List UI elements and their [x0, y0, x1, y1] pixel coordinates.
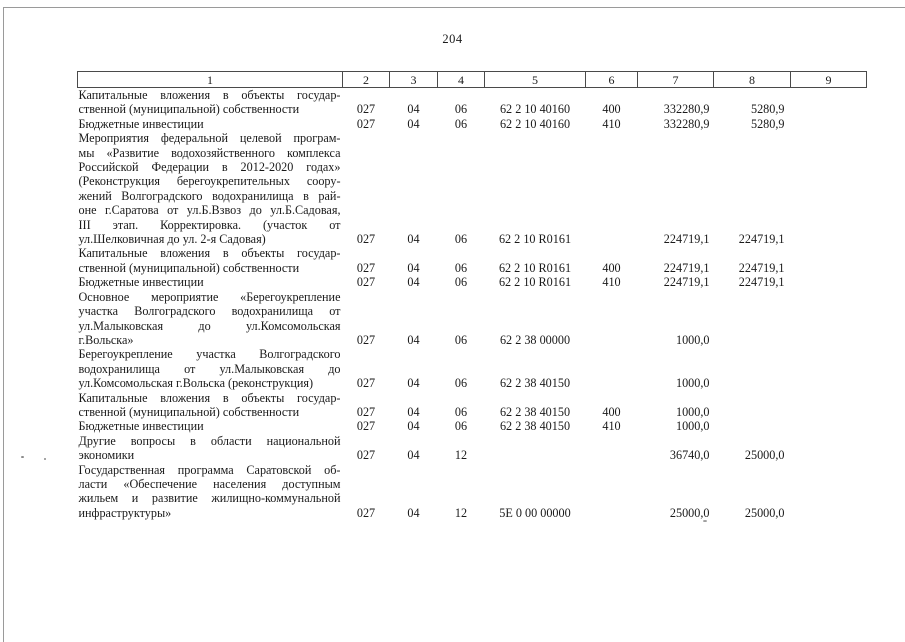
cell-col-9: [791, 88, 867, 117]
cell-col-2: 027: [356, 102, 376, 117]
row-label-line: Капитальные вложения в объекты государ-: [78, 390, 341, 405]
cell-col-5: 62 2 38 40150: [499, 404, 571, 419]
row-label-line: (Реконструкция берегоукрепительных соору-: [78, 174, 341, 189]
table-row: [78, 88, 867, 117]
header-cell-6: 6: [586, 72, 638, 88]
row-label-line: Основное мероприятие «Берегоукрепление: [78, 289, 341, 304]
cell-col-2: 027: [356, 275, 376, 290]
cell-col-8: 224719,1: [738, 232, 785, 247]
row-label: [78, 246, 343, 275]
cell-col-2: 027: [356, 404, 376, 419]
scan-speck: [703, 520, 707, 522]
row-label-line: Другие вопросы в области национальной: [78, 433, 341, 448]
cell-col-6: 410: [602, 116, 621, 131]
cell-col-9: [791, 463, 867, 521]
row-label: [78, 463, 343, 521]
cell-col-3: 04: [407, 260, 420, 275]
row-label-line: ласти «Обеспечение населения доступным: [78, 476, 341, 491]
row-label-line: экономики: [78, 448, 135, 463]
row-label-line: водохранилища от ул.Малыковская до: [78, 361, 341, 376]
cell-col-5: 62 2 38 40150: [499, 419, 571, 434]
cell-col-3: 04: [407, 419, 420, 434]
cell-col-8: 224719,1: [738, 260, 785, 275]
cell-col-7: 224719,1: [663, 232, 710, 247]
header-cell-5: 5: [485, 72, 586, 88]
cell-col-9: [791, 246, 867, 275]
scan-speck: [44, 458, 46, 460]
cell-col-5: 62 2 38 40150: [499, 376, 571, 391]
row-label: [78, 131, 343, 246]
header-cell-3: 3: [390, 72, 438, 88]
cell-col-8: 5280,9: [750, 102, 785, 117]
row-label: [78, 117, 343, 131]
cell-col-5: 62 2 10 40160: [499, 102, 571, 117]
row-label-line: Российской Федерации в 2012-2020 годах»: [78, 160, 341, 175]
row-label: [78, 275, 343, 289]
table-row: [78, 290, 867, 348]
header-cell-9: 9: [791, 72, 867, 88]
row-label: [78, 434, 343, 463]
cell-col-8: 25000,0: [744, 448, 785, 463]
cell-col-9: [791, 434, 867, 463]
cell-col-2: 027: [356, 419, 376, 434]
header-cell-1: 1: [78, 72, 343, 88]
cell-col-4: 06: [454, 260, 468, 275]
row-label-line: Капитальные вложения в объекты государ-: [78, 88, 341, 102]
row-label-line: Мероприятия федеральной целевой програм-: [78, 131, 341, 146]
row-label-line: жений Волгоградского водохранилища в рай-: [78, 188, 341, 203]
cell-col-4: 12: [454, 448, 468, 463]
cell-col-4: 12: [454, 505, 468, 520]
table-row: [78, 463, 867, 521]
row-label-line: Берегоукрепление участка Волгоградского: [78, 347, 341, 362]
cell-col-3: 04: [407, 102, 420, 117]
cell-col-3: 04: [407, 404, 420, 419]
cell-col-4: 06: [454, 275, 468, 290]
cell-col-4: 06: [454, 404, 468, 419]
row-label: [78, 419, 343, 433]
cell-col-4: 06: [454, 116, 468, 131]
row-label-line: III этап. Корректировка. (участок от: [78, 217, 341, 232]
row-label-line: ственной (муниципальной) собственности: [78, 102, 300, 117]
cell-col-8: [714, 391, 791, 420]
cell-col-7: 332280,9: [663, 102, 710, 117]
cell-col-4: 06: [454, 419, 468, 434]
cell-col-7: 332280,9: [663, 116, 710, 131]
cell-col-3: 04: [407, 332, 420, 347]
cell-col-6: [586, 290, 638, 348]
cell-col-9: [791, 419, 867, 433]
cell-col-2: 027: [356, 332, 376, 347]
row-label-line: ул.Комсомольская г.Вольска (реконструкция): [78, 376, 314, 391]
header-cell-8: 8: [714, 72, 791, 88]
cell-col-6: [586, 434, 638, 463]
row-label-line: ственной (муниципальной) собственности: [78, 404, 300, 419]
cell-col-3: 04: [407, 448, 420, 463]
row-label-line: инфраструктуры»: [78, 505, 172, 520]
cell-col-7: 1000,0: [675, 404, 710, 419]
row-label-line: участка Волгоградского водохранилища от: [78, 304, 341, 319]
cell-col-6: 400: [602, 260, 621, 275]
budget-appropriations-table: [77, 71, 867, 520]
cell-col-3: 04: [407, 232, 420, 247]
cell-col-3: 04: [407, 505, 420, 520]
header-cell-7: 7: [638, 72, 714, 88]
cell-col-6: [586, 131, 638, 246]
page-number: 204: [442, 32, 463, 46]
table-row: [78, 434, 867, 463]
cell-col-2: 027: [356, 232, 376, 247]
cell-col-6: 410: [602, 275, 621, 290]
cell-col-9: [791, 131, 867, 246]
cell-col-9: [791, 117, 867, 131]
row-label-line: Государственная программа Саратовской об-: [78, 462, 341, 477]
cell-col-9: [791, 391, 867, 420]
header-cell-2: 2: [343, 72, 390, 88]
cell-col-4: 06: [454, 332, 468, 347]
row-label-line: Бюджетные инвестиции: [78, 419, 204, 434]
cell-col-6: [586, 347, 638, 390]
row-label-line: Капитальные вложения в объекты государ-: [78, 246, 341, 261]
cell-col-7: 25000,0: [669, 505, 710, 520]
header-cell-4: 4: [438, 72, 485, 88]
cell-col-7: 1000,0: [675, 376, 710, 391]
cell-col-4: 06: [454, 376, 468, 391]
cell-col-6: 400: [602, 404, 621, 419]
table-row: [78, 246, 867, 275]
cell-col-9: [791, 347, 867, 390]
table-row: [78, 347, 867, 390]
cell-col-9: [791, 290, 867, 348]
cell-col-7: 36740,0: [669, 448, 710, 463]
cell-col-5: 62 2 38 00000: [499, 332, 571, 347]
row-label: [78, 88, 343, 117]
cell-col-5: 62 2 10 R0161: [498, 275, 572, 290]
cell-col-3: 04: [407, 275, 420, 290]
cell-col-2: 027: [356, 116, 376, 131]
table-row: [78, 419, 867, 433]
row-label-line: г.Вольска»: [78, 332, 134, 347]
cell-col-4: 06: [454, 232, 468, 247]
cell-col-8: 224719,1: [738, 275, 785, 290]
scan-speck: [21, 456, 24, 458]
cell-col-2: 027: [356, 376, 376, 391]
cell-col-5: 5Е 0 00 00000: [499, 505, 571, 520]
cell-col-7: 1000,0: [675, 419, 710, 434]
row-label-line: ул.Малыковская до ул.Комсомольская: [78, 318, 341, 333]
cell-col-6: [586, 463, 638, 521]
row-label-line: жильем и развитие жилищно-коммунальной: [78, 491, 341, 506]
cell-col-7: 224719,1: [663, 260, 710, 275]
cell-col-8: [714, 419, 791, 433]
cell-col-9: [791, 275, 867, 289]
row-label-line: мы «Развитие водохозяйственного комплекса: [78, 145, 341, 160]
row-label-line: ул.Шелковичная до ул. 2-я Садовая): [78, 232, 266, 247]
row-label: [78, 347, 343, 390]
cell-col-7: 1000,0: [675, 332, 710, 347]
row-label: [78, 290, 343, 348]
cell-col-2: 027: [356, 448, 376, 463]
row-label-line: оне г.Саратова от ул.Б.Взвоз до ул.Б.Садовая,: [78, 203, 341, 218]
cell-col-8: [714, 290, 791, 348]
cell-col-2: 027: [356, 260, 376, 275]
table-header-row: [78, 72, 867, 88]
row-label: [78, 391, 343, 420]
cell-col-3: 04: [407, 116, 420, 131]
cell-col-5: 62 2 10 R0161: [498, 232, 572, 247]
cell-col-8: 25000,0: [744, 505, 785, 520]
table-row: [78, 131, 867, 246]
table-row: [78, 391, 867, 420]
table-row: [78, 117, 867, 131]
row-label-line: Бюджетные инвестиции: [78, 275, 204, 290]
cell-col-4: 06: [454, 102, 468, 117]
cell-col-5: [485, 434, 586, 463]
budget-table-body: [78, 72, 867, 521]
cell-col-2: 027: [356, 505, 376, 520]
cell-col-8: 5280,9: [750, 116, 785, 131]
cell-col-6: 400: [602, 102, 621, 117]
cell-col-3: 04: [407, 376, 420, 391]
cell-col-8: [714, 347, 791, 390]
row-label-line: Бюджетные инвестиции: [78, 116, 204, 131]
cell-col-5: 62 2 10 40160: [499, 116, 571, 131]
cell-col-6: 410: [602, 419, 621, 434]
row-label-line: ственной (муниципальной) собственности: [78, 260, 300, 275]
cell-col-7: 224719,1: [663, 275, 710, 290]
table-row: [78, 275, 867, 289]
cell-col-5: 62 2 10 R0161: [498, 260, 572, 275]
